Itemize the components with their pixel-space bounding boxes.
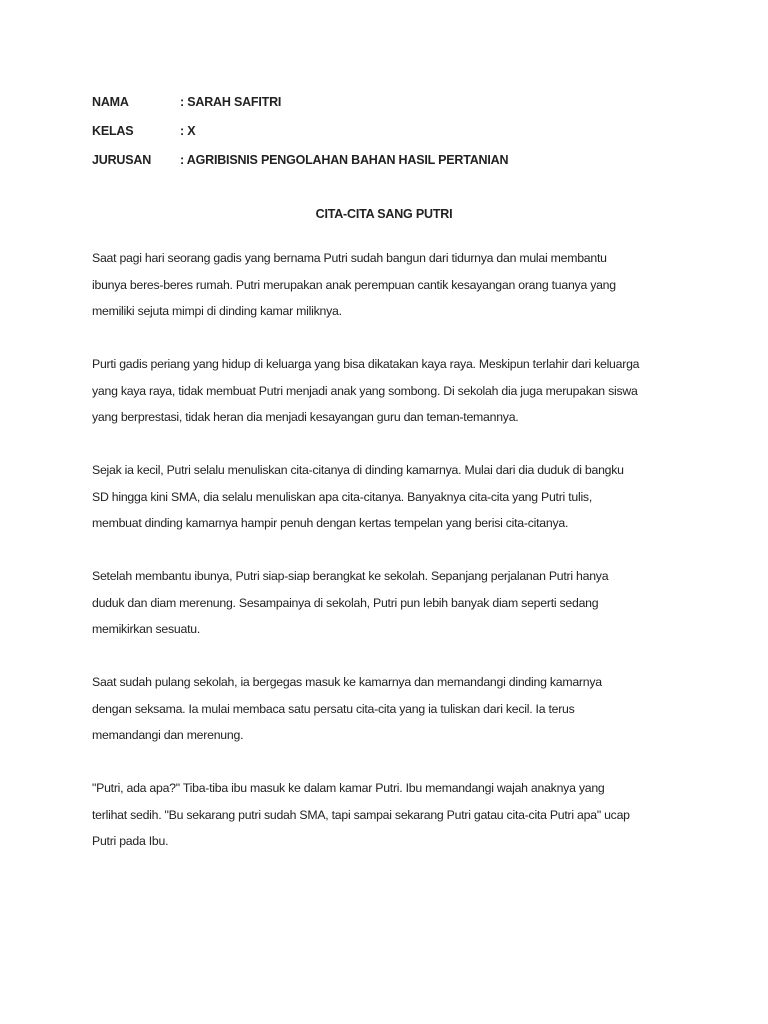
header-row-jurusan — [92, 151, 692, 180]
paragraph-3 — [92, 457, 692, 537]
paragraph-line: ibunya beres-beres rumah. Putri merupakan anak perempuan cantik kesayangan orang tuanya yang — [92, 277, 616, 292]
header-label-nama: NAMA — [92, 95, 129, 109]
paragraph-line: Putri pada Ibu. — [92, 834, 169, 848]
paragraph-6 — [92, 775, 692, 855]
paragraph-line: Sejak ia kecil, Putri selalu menuliskan cita-citanya di dinding kamarnya. Mulai dari dia duduk di bangku — [92, 463, 624, 477]
paragraph-1 — [92, 245, 692, 325]
paragraph-line: Setelah membantu ibunya, Putri siap-siap berangkat ke sekolah. Sepanjang perjalanan Putri hanya — [92, 569, 609, 583]
paragraph-line: Saat sudah pulang sekolah, ia bergegas masuk ke kamarnya dan memandangi dinding kamarnya — [92, 675, 602, 689]
header-value-kelas: : X — [180, 124, 196, 138]
story-title: CITA-CITA SANG PUTRI — [315, 207, 453, 221]
story-body — [92, 245, 692, 881]
header-label-jurusan: JURUSAN — [92, 153, 152, 167]
paragraph-2 — [92, 351, 692, 431]
paragraph-4 — [92, 563, 692, 643]
paragraph-line: memandangi dan merenung. — [92, 728, 244, 742]
paragraph-line: yang berprestasi, tidak heran dia menjadi kesayangan guru dan teman-temannya. — [92, 410, 519, 424]
paragraph-line: yang kaya raya, tidak membuat Putri menjadi anak yang sombong. Di sekolah dia juga merupakan siswa — [92, 383, 638, 398]
student-info-header — [92, 93, 692, 180]
paragraph-line: SD hingga kini SMA, dia selalu menuliskan apa cita-citanya. Banyaknya cita-cita yang Putri tulis, — [92, 489, 592, 504]
header-row-nama — [92, 93, 692, 122]
header-value-nama: : SARAH SAFITRI — [180, 95, 282, 109]
paragraph-line: membuat dinding kamarnya hampir penuh dengan kertas tempelan yang berisi cita-citanya. — [92, 516, 569, 530]
paragraph-line: terlihat sedih. "Bu sekarang putri sudah SMA, tapi sampai sekarang Putri gatau cita-cita Putri apa" ucap — [92, 807, 630, 822]
header-label-kelas: KELAS — [92, 124, 134, 138]
paragraph-line: memiliki sejuta mimpi di dinding kamar miliknya. — [92, 304, 342, 318]
paragraph-line: dengan seksama. Ia mulai membaca satu persatu cita-cita yang ia tuliskan dari kecil. Ia terus — [92, 701, 575, 716]
paragraph-5 — [92, 669, 692, 749]
header-value-jurusan: : AGRIBISNIS PENGOLAHAN BAHAN HASIL PERTANIAN — [180, 153, 509, 167]
header-row-kelas — [92, 122, 692, 151]
paragraph-line: Saat pagi hari seorang gadis yang bernama Putri sudah bangun dari tidurnya dan mulai membantu — [92, 251, 607, 265]
paragraph-line: Purti gadis periang yang hidup di keluarga yang bisa dikatakan kaya raya. Meskipun terlahir dari keluarga — [92, 357, 640, 371]
paragraph-line: memikirkan sesuatu. — [92, 622, 201, 636]
paragraph-line: duduk dan diam merenung. Sesampainya di sekolah, Putri pun lebih banyak diam seperti sedang — [92, 595, 599, 610]
paragraph-line: "Putri, ada apa?" Tiba-tiba ibu masuk ke dalam kamar Putri. Ibu memandangi wajah anaknya yang — [92, 781, 605, 795]
